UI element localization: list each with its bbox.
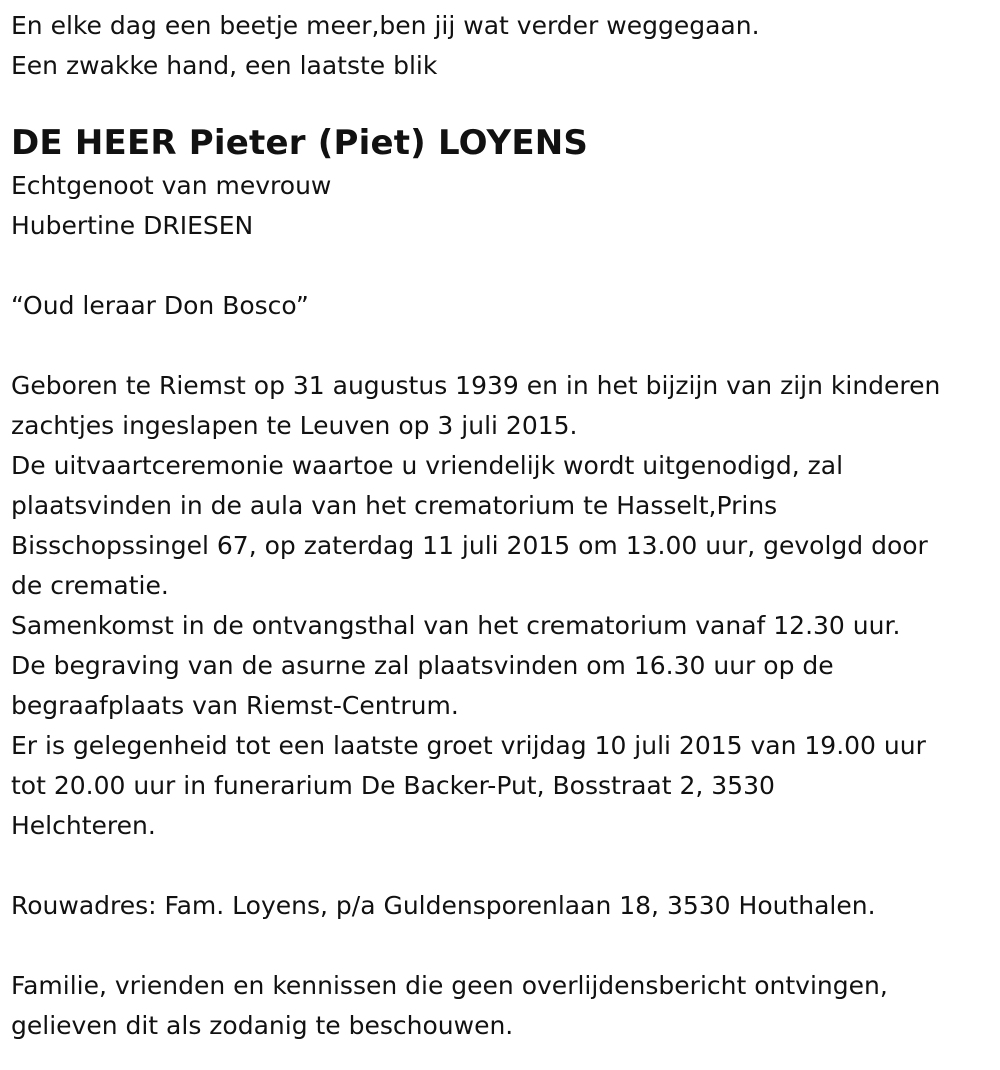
spacer bbox=[11, 846, 991, 886]
body-line: Helchteren. bbox=[11, 811, 156, 840]
body-line: De begraving van de asurne zal plaatsvinden om 16.30 uur op de bbox=[11, 651, 834, 680]
body-line: Bisschopssingel 67, op zaterdag 11 juli 2015 om 13.00 uur, gevolgd door bbox=[11, 531, 928, 560]
spacer bbox=[11, 926, 991, 966]
body-line: begraafplaats van Riemst-Centrum. bbox=[11, 691, 459, 720]
mourning-address: Rouwadres: Fam. Loyens, p/a Guldensporenlaan 18, 3530 Houthalen. bbox=[11, 891, 876, 920]
body-line: Er is gelegenheid tot een laatste groet vrijdag 10 juli 2015 van 19.00 uur bbox=[11, 731, 926, 760]
body-line: Geboren te Riemst op 31 augustus 1939 en in het bijzijn van zijn kinderen bbox=[11, 371, 941, 400]
spacer bbox=[11, 86, 991, 118]
body-line: tot 20.00 uur in funerarium De Backer-Put, Bosstraat 2, 3530 bbox=[11, 771, 775, 800]
closing-line-2: gelieven dit als zodanig te beschouwen. bbox=[11, 1011, 514, 1040]
closing-line-1: Familie, vrienden en kennissen die geen overlijdensbericht ontvingen, bbox=[11, 971, 888, 1000]
spouse-line-2: Hubertine DRIESEN bbox=[11, 211, 254, 240]
body-line: de crematie. bbox=[11, 571, 169, 600]
announcement-body bbox=[11, 366, 991, 846]
deceased-name-title: DE HEER Pieter (Piet) LOYENS bbox=[11, 123, 589, 163]
verse-line-2: Een zwakke hand, een laatste blik bbox=[11, 51, 438, 80]
body-line: plaatsvinden in de aula van het crematorium te Hasselt,Prins bbox=[11, 491, 778, 520]
body-line: zachtjes ingeslapen te Leuven op 3 juli 2015. bbox=[11, 411, 578, 440]
verse-line-1: En elke dag een beetje meer,ben jij wat verder weggegaan. bbox=[11, 11, 760, 40]
obituary-notice bbox=[11, 6, 991, 1046]
spacer bbox=[11, 326, 991, 366]
body-line: Samenkomst in de ontvangsthal van het crematorium vanaf 12.30 uur. bbox=[11, 611, 901, 640]
body-line: De uitvaartceremonie waartoe u vriendelijk wordt uitgenodigd, zal bbox=[11, 451, 844, 480]
spouse-line-1: Echtgenoot van mevrouw bbox=[11, 171, 332, 200]
occupation-quote: “Oud leraar Don Bosco” bbox=[11, 291, 309, 320]
spacer bbox=[11, 246, 991, 286]
